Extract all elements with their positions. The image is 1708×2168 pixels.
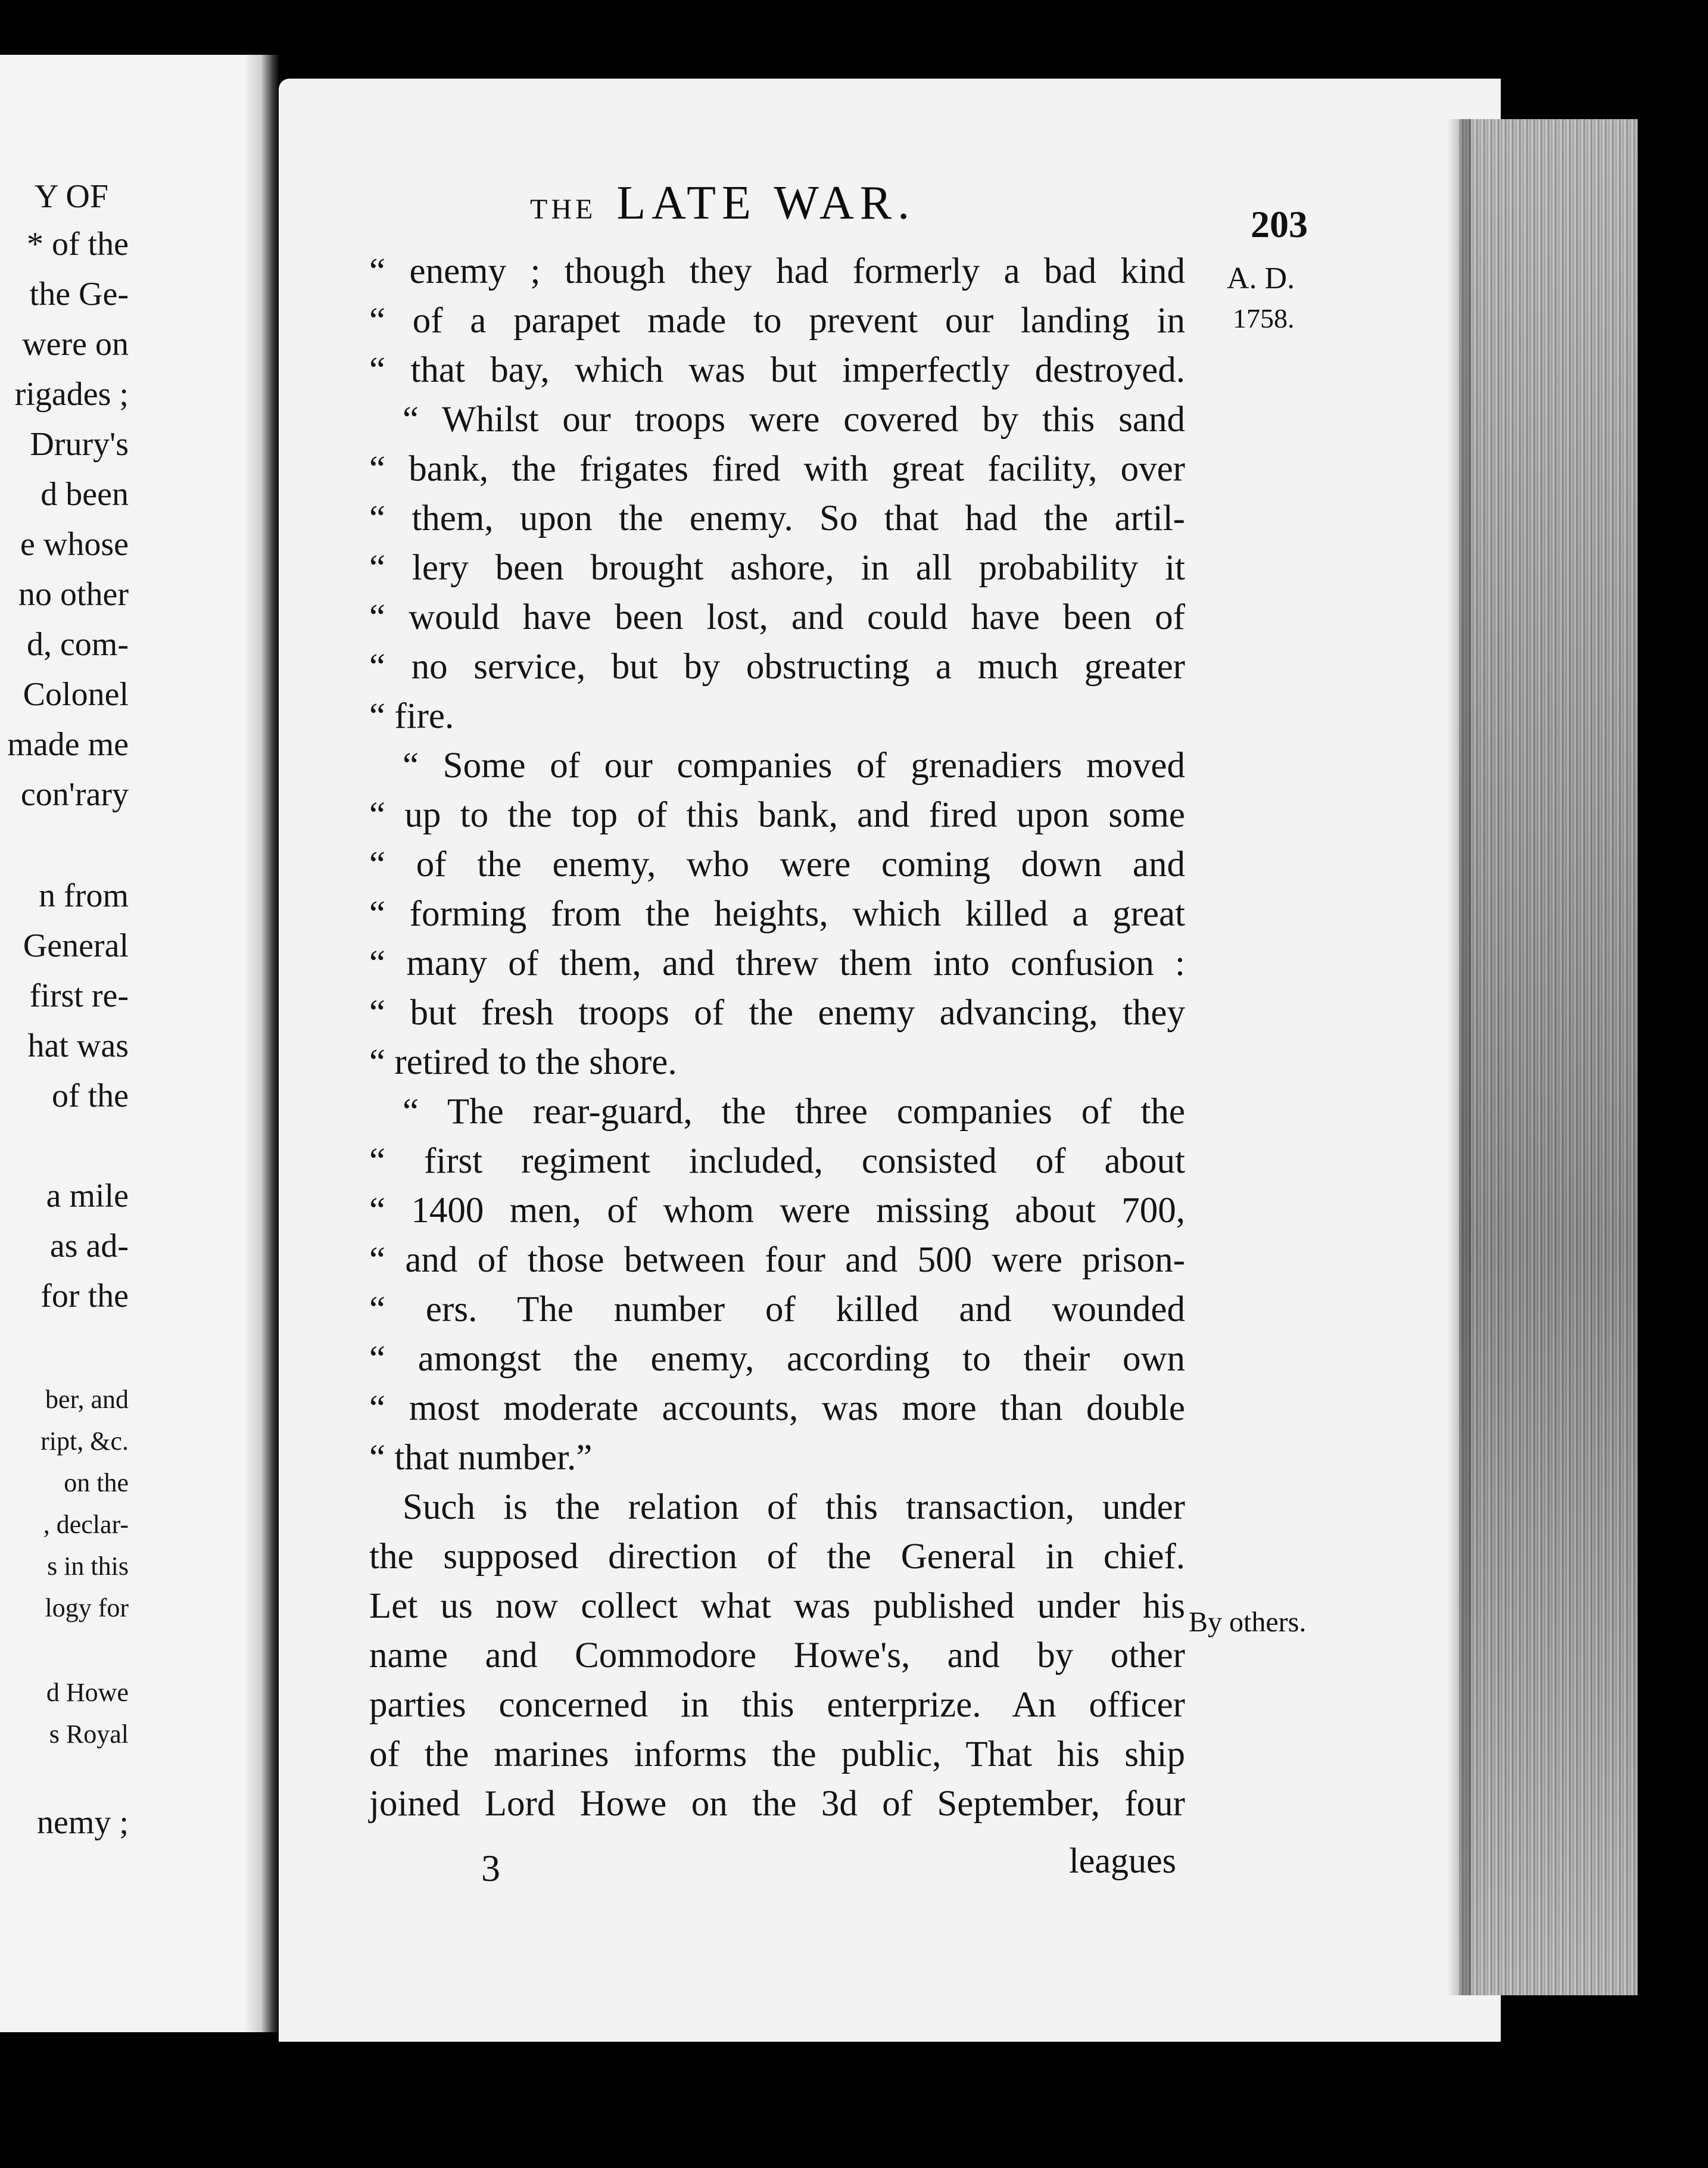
body-line: of the marines informs the public, That his ship bbox=[369, 1734, 1185, 1774]
body-line: parties concerned in this enterprize. An officer bbox=[369, 1685, 1185, 1725]
left-page-footnote-line: s in this bbox=[47, 1552, 129, 1581]
left-page-line: d, com- bbox=[26, 626, 129, 663]
left-page-footnote-line: d Howe bbox=[46, 1678, 129, 1707]
left-page-line: * of the bbox=[26, 226, 129, 263]
body-line: “ bank, the frigates fired with great facility, over bbox=[369, 449, 1185, 489]
body-line: “ that bay, which was but imperfectly destroyed. bbox=[369, 350, 1185, 390]
page-edge-shadow bbox=[1447, 119, 1471, 1995]
body-line: “ 1400 men, of whom were missing about 700, bbox=[369, 1191, 1185, 1231]
body-line: “ fire. bbox=[369, 696, 454, 736]
left-page-line: first re- bbox=[29, 977, 129, 1014]
left-page-line: made me bbox=[7, 726, 129, 763]
left-page-line: no other bbox=[18, 576, 129, 613]
body-line: “ that number.” bbox=[369, 1438, 593, 1478]
body-line: “ many of them, and threw them into confusion : bbox=[369, 943, 1185, 983]
left-page-line: as ad- bbox=[49, 1228, 129, 1264]
body-line: “ but fresh troops of the enemy advancing, they bbox=[369, 993, 1185, 1033]
margin-note: By others. bbox=[1189, 1606, 1307, 1638]
left-page-footnote-line: ript, &c. bbox=[40, 1426, 129, 1456]
body-line: joined Lord Howe on the 3d of September, four bbox=[369, 1784, 1185, 1824]
signature-mark: 3 bbox=[481, 1847, 500, 1889]
body-line: “ up to the top of this bank, and fired upon some bbox=[369, 795, 1185, 835]
body-line: “ Whilst our troops were covered by this sand bbox=[403, 400, 1185, 440]
catchword: leagues bbox=[1069, 1841, 1176, 1880]
body-line: “ would have been lost, and could have been of bbox=[369, 597, 1185, 637]
body-line: “ The rear-guard, the three companies of the bbox=[403, 1092, 1185, 1132]
body-line: “ them, upon the enemy. So that had the artil- bbox=[369, 499, 1185, 538]
left-page-line: of the bbox=[51, 1077, 129, 1114]
left-page-line: con'rary bbox=[20, 776, 129, 813]
body-line: “ amongst the enemy, according to their own bbox=[369, 1339, 1185, 1379]
left-page-line: a mile bbox=[46, 1178, 129, 1214]
body-line: “ and of those between four and 500 were prison- bbox=[369, 1240, 1185, 1280]
body-line: the supposed direction of the General in chief. bbox=[369, 1537, 1185, 1577]
left-page-line: for the bbox=[40, 1278, 129, 1314]
left-page-footnote-line: on the bbox=[64, 1468, 129, 1497]
left-page-line: Colonel bbox=[23, 676, 129, 713]
running-head bbox=[530, 176, 915, 230]
body-line: “ Some of our companies of grenadiers moved bbox=[403, 746, 1185, 786]
left-page-fragment bbox=[0, 55, 261, 2032]
left-page-line: the Ge- bbox=[29, 276, 129, 313]
left-page-line: hat was bbox=[27, 1027, 129, 1064]
page-number: 203 bbox=[1251, 203, 1308, 245]
left-page-line: n from bbox=[39, 877, 129, 914]
left-page-line: nemy ; bbox=[37, 1804, 129, 1841]
left-page-line: Drury's bbox=[30, 426, 129, 463]
left-page-footnote-line: ber, and bbox=[45, 1385, 129, 1414]
left-page-line: e whose bbox=[20, 526, 129, 563]
left-page-line: General bbox=[23, 927, 129, 964]
body-line: “ of a parapet made to prevent our landing in bbox=[369, 301, 1185, 341]
body-line: “ ers. The number of killed and wounded bbox=[369, 1289, 1185, 1329]
page-edges bbox=[1459, 119, 1638, 1995]
body-line: “ of the enemy, who were coming down and bbox=[369, 845, 1185, 884]
book-gutter bbox=[245, 55, 280, 2032]
left-page-footnote-line: logy for bbox=[45, 1593, 129, 1622]
left-page-line: were on bbox=[22, 326, 129, 363]
left-page-line: Y OF bbox=[35, 178, 108, 215]
body-line: name and Commodore Howe's, and by other bbox=[369, 1636, 1185, 1675]
left-page-line: d been bbox=[40, 476, 129, 513]
body-line: “ retired to the shore. bbox=[369, 1042, 677, 1082]
margin-year-label: A. D. bbox=[1227, 261, 1295, 295]
body-line: “ most moderate accounts, was more than double bbox=[369, 1388, 1185, 1428]
running-head-article: THE bbox=[530, 194, 597, 225]
left-page-line: rigades ; bbox=[14, 376, 129, 413]
body-line: “ lery been brought ashore, in all probability it bbox=[369, 548, 1185, 588]
margin-year: 1758. bbox=[1233, 303, 1295, 334]
left-page-footnote-line: s Royal bbox=[49, 1720, 129, 1749]
body-line: “ enemy ; though they had formerly a bad kind bbox=[369, 251, 1185, 291]
body-line: “ forming from the heights, which killed a great bbox=[369, 894, 1185, 934]
left-page-footnote-line: , declar- bbox=[43, 1510, 129, 1539]
body-line: “ no service, but by obstructing a much greater bbox=[369, 647, 1185, 687]
body-line: Such is the relation of this transaction, under bbox=[403, 1487, 1185, 1527]
body-line: Let us now collect what was published under his bbox=[369, 1586, 1185, 1626]
running-head-title: LATE WAR. bbox=[616, 177, 916, 229]
body-line: “ first regiment included, consisted of about bbox=[369, 1141, 1185, 1181]
